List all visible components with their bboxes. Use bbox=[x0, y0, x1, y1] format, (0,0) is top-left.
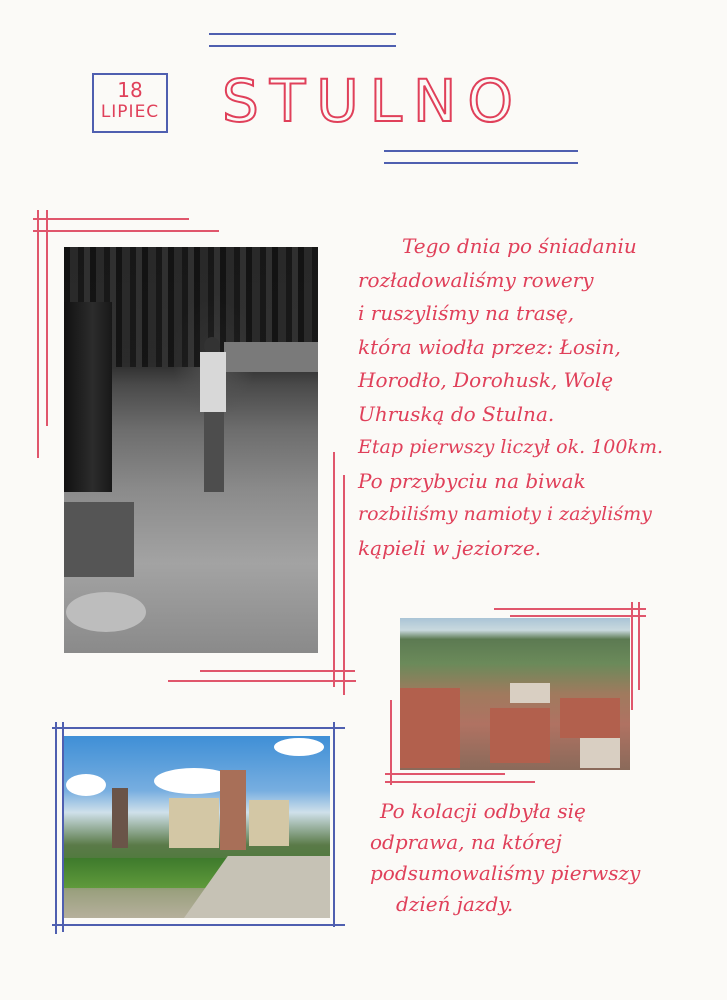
photo-church-tower bbox=[112, 788, 128, 848]
text-line: podsumowaliśmy pierwszy bbox=[370, 861, 641, 885]
text-line: rozładowaliśmy rowery bbox=[358, 267, 594, 292]
text-line: kąpieli w jeziorze. bbox=[358, 535, 542, 560]
text-line: Tego dnia po śniadaniu bbox=[402, 234, 637, 258]
frame-line bbox=[200, 670, 355, 672]
header-line-top-1 bbox=[209, 33, 396, 35]
frame-line bbox=[385, 781, 535, 783]
photo-building bbox=[169, 798, 219, 848]
frame-line bbox=[385, 773, 505, 775]
photo-building bbox=[249, 800, 289, 846]
date-month: LIPIEC bbox=[100, 102, 160, 122]
photo-vehicle bbox=[64, 302, 112, 492]
page-title-text: STULNO bbox=[222, 67, 525, 135]
date-day: 18 bbox=[117, 78, 143, 102]
photo-table bbox=[64, 502, 134, 577]
photo-gate-tower bbox=[220, 770, 246, 850]
frame-line bbox=[494, 608, 646, 610]
text-line: odprawa, na której bbox=[370, 830, 562, 854]
page-title bbox=[222, 66, 542, 136]
header-line-bottom-2 bbox=[384, 162, 578, 164]
photo-stone-wall bbox=[224, 342, 318, 372]
text-line: Horodło, Dorohusk, Wolę bbox=[358, 368, 614, 392]
text-line: Po kolacji odbyła się bbox=[380, 799, 586, 823]
frame-line bbox=[55, 722, 57, 934]
photo-town-square bbox=[64, 736, 330, 918]
photo-cloud bbox=[274, 738, 324, 756]
frame-line bbox=[333, 722, 335, 927]
photo-building bbox=[510, 683, 550, 703]
header-line-top-2 bbox=[209, 45, 396, 47]
frame-line bbox=[631, 602, 633, 710]
photo-cloud bbox=[66, 774, 106, 796]
frame-line bbox=[343, 475, 345, 695]
text-line: Uhruską do Stulna. bbox=[358, 401, 555, 426]
photo-roof bbox=[490, 708, 550, 763]
frame-line bbox=[510, 615, 646, 617]
photo-rock bbox=[66, 592, 146, 632]
header-line-bottom-1 bbox=[384, 150, 578, 152]
frame-line bbox=[333, 452, 335, 687]
frame-line bbox=[37, 210, 39, 458]
photo-roof bbox=[560, 698, 620, 738]
frame-line bbox=[52, 727, 345, 729]
text-line: i ruszyliśmy na trasę, bbox=[358, 301, 575, 325]
frame-line bbox=[168, 680, 356, 682]
frame-line bbox=[638, 602, 640, 690]
frame-line bbox=[52, 924, 345, 926]
text-line: która wiodła przez: Łosin, bbox=[358, 334, 621, 359]
text-block-day-summary bbox=[358, 230, 724, 565]
text-line: rozbiliśmy namioty i zażyliśmy bbox=[358, 503, 652, 525]
frame-line bbox=[33, 230, 219, 232]
photo-person-legs bbox=[204, 412, 224, 492]
photo-campsite bbox=[64, 247, 318, 653]
frame-line bbox=[33, 218, 189, 220]
photo-town-aerial bbox=[400, 618, 630, 770]
text-line: Etap pierwszy liczył ok. 100km. bbox=[358, 436, 664, 458]
date-box bbox=[92, 73, 168, 133]
text-line: Po przybyciu na biwak bbox=[358, 468, 586, 493]
frame-line bbox=[46, 210, 48, 426]
text-block-evening bbox=[370, 796, 690, 920]
photo-person-body bbox=[200, 352, 226, 412]
text-line: dzień jazdy. bbox=[396, 892, 514, 916]
photo-building bbox=[580, 738, 620, 768]
photo-roof bbox=[400, 688, 460, 768]
